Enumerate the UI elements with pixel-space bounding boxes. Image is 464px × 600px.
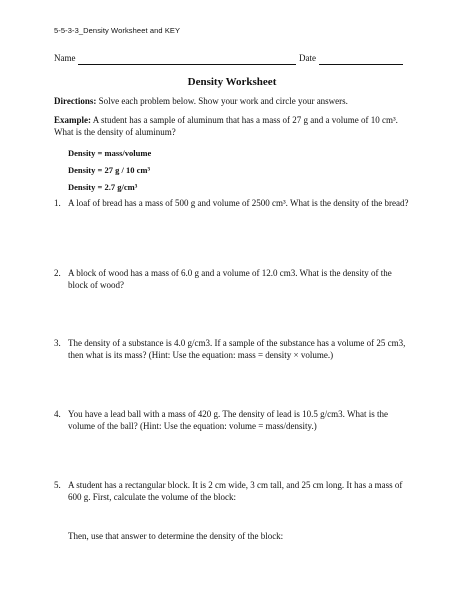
question-number: 4. [54, 409, 61, 419]
question-5-followup: Then, use that answer to determine the density of the block: [68, 531, 284, 541]
question-text: The density of a substance is 4.0 g/cm3. If a sample of the substance has a volume of 25 cm3, then what is its mass? (Hint: Use the equation: mass = density × volume.) [68, 338, 406, 360]
question-text: You have a lead ball with a mass of 420 g. The density of lead is 10.5 g/cm3. What is the volume of the ball? (Hint: Use the equation: volume = mass/density.) [68, 409, 388, 431]
directions [54, 95, 416, 107]
example-step-3: Density = 2.7 g/cm³ [68, 182, 138, 192]
example-step-1: Density = mass/volume [68, 148, 152, 158]
example-text: A student has a sample of aluminum that has a mass of 27 g and a volume of 10 cm³. What is the density of aluminum? [54, 115, 398, 137]
page-title: Density Worksheet [187, 76, 277, 88]
question-1 [54, 197, 414, 209]
name-field-line[interactable] [78, 64, 296, 65]
question-number: 3. [54, 338, 61, 348]
directions-label: Directions: [54, 96, 97, 106]
directions-text: Solve each problem below. Show your work and circle your answers. [96, 96, 348, 106]
question-3 [54, 337, 414, 361]
student-info-row [54, 53, 404, 67]
name-label: Name [54, 53, 76, 63]
date-label: Date [299, 53, 316, 63]
question-5 [54, 479, 414, 503]
example-label: Example: [54, 115, 91, 125]
example-problem [54, 114, 416, 138]
example-step-2: Density = 27 g / 10 cm³ [68, 165, 150, 175]
question-4 [54, 408, 414, 432]
question-text: A loaf of bread has a mass of 500 g and volume of 2500 cm³. What is the density of the bread? [68, 198, 409, 208]
file-header: 5-5-3-3_Density Worksheet and KEY [54, 26, 181, 35]
question-number: 5. [54, 480, 61, 490]
question-number: 1. [54, 198, 61, 208]
question-text: A student has a rectangular block. It is 2 cm wide, 3 cm tall, and 25 cm long. It has a mass of 600 g. First, calculate the volume of the block: [68, 480, 403, 502]
question-number: 2. [54, 268, 61, 278]
question-text: A block of wood has a mass of 6.0 g and a volume of 12.0 cm3. What is the density of the block of wood? [68, 268, 392, 290]
date-field-line[interactable] [319, 64, 403, 65]
question-2 [54, 267, 414, 291]
